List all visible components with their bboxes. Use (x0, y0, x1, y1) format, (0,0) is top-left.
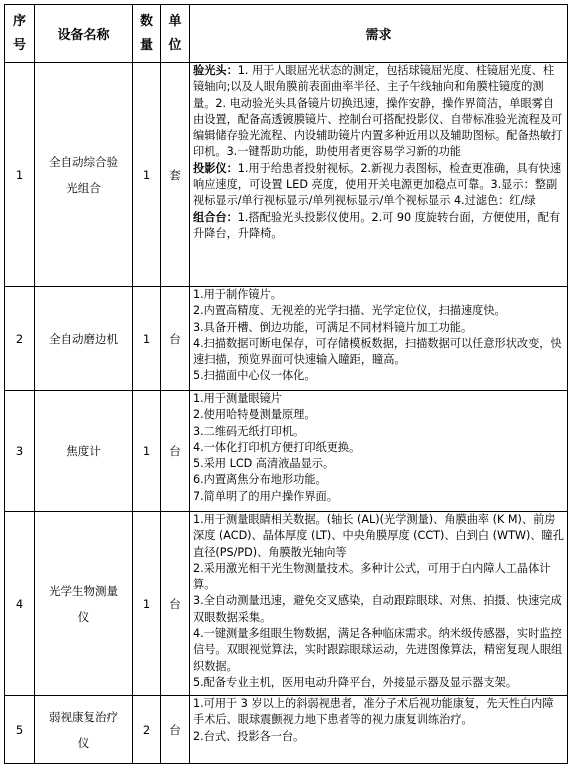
row-qty: 1 (133, 287, 161, 391)
table-row (5, 391, 568, 512)
requirement-line: 2.采用激光相干光生物测量技术。多种计公式，可用于白内障人工晶体计算。 (193, 561, 551, 592)
row-seq: 3 (5, 391, 35, 512)
row-unit: 台 (161, 287, 190, 391)
requirement-line: 4.一体化打印机方便打印纸更换。 (193, 440, 361, 454)
row-qty: 1 (133, 512, 161, 696)
row-requirements (190, 63, 568, 287)
requirement-line: 5.扫描面中心仪一体化。 (193, 369, 316, 383)
row-qty: 2 (133, 696, 161, 764)
row-requirements (190, 512, 568, 696)
requirement-line: 4.扫描数据可断电保存，可存储模板数据，扫描数据可以任意形状改变，快速扫描，预览界面可快速输入瞳距，瞳高。 (193, 336, 562, 367)
requirement-line: 3.二维码无纸打印机。 (193, 424, 305, 438)
requirement-line: 5.配备专业主机，医用电动升降平台，外接显示器及显示器支架。 (193, 675, 517, 689)
equipment-table (4, 4, 568, 764)
table-row (5, 696, 568, 764)
row-requirements (190, 696, 568, 764)
requirement-line: 5.采用 LCD 高清液晶显示。 (193, 457, 335, 471)
row-seq: 5 (5, 696, 35, 764)
row-seq: 2 (5, 287, 35, 391)
requirement-line: 3.具备开槽、倒边功能，可满足不同材料镜片加工功能。 (193, 320, 473, 334)
header-row (5, 5, 568, 63)
row-requirements (190, 391, 568, 512)
requirement-line: 2.使用哈特曼测量原理。 (193, 408, 316, 422)
requirement-line: 3.全自动测量迅速，避免交叉感染，自动跟踪眼球、对焦、拍摄、快速完成双眼数据采集。 (193, 594, 562, 624)
row-seq: 4 (5, 512, 35, 696)
row-name: 全自动磨边机 (35, 287, 133, 391)
requirement-paragraph: 投影仪：1.用于给患者投射视标。2.新视力表图标，检查更准确，具有快速响应速度，可设置 LED 亮度，使用开关电源更加稳点可靠。3.显示：整副视标显示/单行视标显示/单列视标显示/单个视标显示 4.过滤色：红/绿 (193, 161, 562, 208)
row-qty: 1 (133, 63, 161, 287)
requirement-line: 1.用于测量眼睛相关数据。(轴长 (AL)(光学测量)、角膜曲率 (K M)、前房深度 (ACD)、晶体厚度 (LT)、中央角膜厚度 (CCT)、白到白 (WTW)、瞳孔直径(PS/PD)、角膜散光轴向等 (193, 513, 564, 559)
row-unit: 台 (161, 391, 190, 512)
requirement-line: 6.内置离焦分布地形功能。 (193, 473, 327, 487)
requirement-line: 1.用于制作镜片。 (193, 288, 282, 301)
requirement-line: 2.内置高精度、无视差的光学扫描、光学定位仪，扫描速度快。 (193, 304, 506, 318)
requirement-line: 7.简单明了的用户操作界面。 (193, 489, 338, 503)
requirement-line: 4.一键测量多组眼生物数据，满足各种临床需求。纳米级传感器，实时监控信号。双眼视觉算法，实时跟踪眼球运动，先进图像算法，精密复现人眼组织数据。 (193, 627, 563, 673)
row-requirements (190, 287, 568, 391)
header-seq: 序 号 (5, 5, 35, 63)
table-row (5, 512, 568, 696)
row-unit: 台 (161, 696, 190, 764)
requirement-paragraph: 验光头：1. 用于人眼屈光状态的测定，包括球镜屈光度、柱镜屈光度、柱镜轴向;以及人眼角膜前表面曲率半径、主子午线轴向和角膜柱镜度的测量。2. 电动验光头具备镜片切换迅速，操作安静，操作界简洁，单眼雾自由设置，配备高透镀膜镜片、控制台可搭配投影仪、自带标准验光流程及可编辑储存验光流程、内设辅助镜片内置多种近用以及辅助图标。配备热敏打印机。3.一键帮助功能，助使用者更容易学习新的功能 (193, 64, 563, 159)
header-unit: 单 位 (161, 5, 190, 63)
header-name: 设备名称 (35, 5, 133, 63)
row-name: 光学生物测量仪 (35, 512, 133, 696)
table-row (5, 63, 568, 287)
row-unit: 台 (161, 512, 190, 696)
requirement-line: 2.台式、投影各一台。 (193, 729, 305, 743)
requirement-paragraph: 组合台：1.搭配验光头投影仪使用。2.可 90 度旋转台面，方便使用，配有升降台，升降椅。 (193, 210, 561, 240)
row-name: 弱视康复治疗仪 (35, 696, 133, 764)
row-unit: 套 (161, 63, 190, 287)
header-requirements: 需求 (190, 5, 568, 63)
requirement-line: 1.可用于 3 岁以上的斜弱视患者，准分子术后视功能康复，先天性白内障手术后、眼球震颤视力地下患者等的视力康复训练治疗。 (193, 697, 554, 727)
table-row (5, 287, 568, 391)
row-qty: 1 (133, 391, 161, 512)
row-name: 焦度计 (35, 391, 133, 512)
header-qty: 数 量 (133, 5, 161, 63)
row-name: 全自动综合验光组合 (35, 63, 133, 287)
row-seq: 1 (5, 63, 35, 287)
requirement-line: 1.用于测量眼镜片 (193, 392, 282, 405)
